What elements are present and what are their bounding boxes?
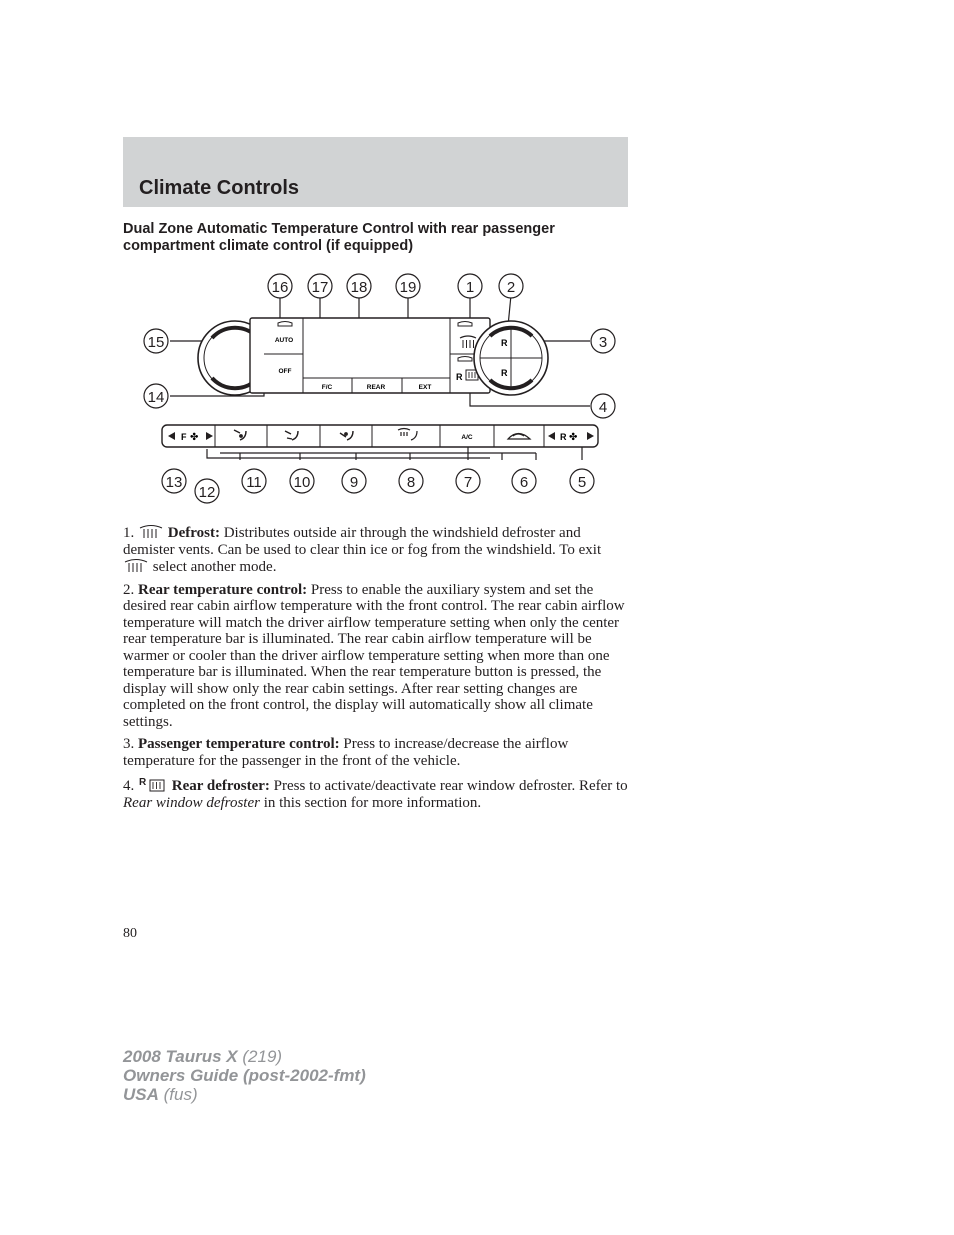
callout-3	[591, 329, 615, 353]
svg-text:13: 13	[165, 474, 183, 491]
callout-8	[399, 469, 423, 493]
svg-text:3: 3	[598, 334, 608, 351]
svg-text:1: 1	[465, 279, 475, 296]
rear-temp-r-upper[interactable]: R	[501, 338, 508, 348]
footer-line-3: USA (fus)	[123, 1085, 198, 1104]
svg-text:4: 4	[598, 399, 608, 416]
callout-10	[290, 469, 314, 493]
svg-text:14: 14	[147, 389, 165, 406]
footer	[123, 1047, 366, 1104]
item-1: 1. Defrost: Distributes outside air through the windshield defroster and demister vents. Can be used to clear thin ice or fog from the windshield. To exit select another mode.	[123, 525, 602, 575]
svg-text:10: 10	[293, 474, 311, 491]
svg-text:9: 9	[349, 474, 359, 491]
rear-fan-icon: ✤	[569, 432, 578, 443]
callout-7	[456, 469, 480, 493]
passenger-temperature-knob[interactable]	[474, 321, 548, 395]
svg-text:18: 18	[350, 279, 368, 296]
footer-line-1: 2008 Taurus X (219)	[123, 1047, 283, 1066]
item-2: 2. Rear temperature control: Press to enable the auxiliary system and set the desired rear cabin airflow temperature with the front control. The rear cabin airflow temperature will match the driver airflow temperature setting when only the center rear temperature bar is illuminated. The rear cabin airflow temperature will be warmer or cooler than the driver airflow temperature setting when more than one temperature bar is illuminated. When the rear temperature button is pressed, the display will show only the rear cabin settings. After rear setting changes are completed on the front control, the display will automatically show all climate settings.	[123, 581, 625, 730]
ac-button-label[interactable]: A/C	[461, 434, 473, 441]
svg-text:19: 19	[399, 279, 417, 296]
svg-text:16: 16	[271, 279, 289, 296]
off-button-label[interactable]: OFF	[278, 368, 292, 375]
climate-control-diagram	[140, 268, 620, 508]
section-title: Climate Controls	[139, 177, 300, 199]
callout-19	[396, 274, 420, 298]
callout-16	[268, 274, 292, 298]
callout-13	[162, 469, 186, 493]
svg-text:11: 11	[246, 474, 262, 491]
callout-4	[591, 394, 615, 418]
svg-text:6: 6	[519, 474, 529, 491]
item-3: 3. Passenger temperature control: Press to increase/decrease the airflow temperature for the passenger in the front of the vehicle.	[123, 736, 569, 769]
mode-button-bar	[162, 425, 598, 447]
rear-fan-label: R	[560, 432, 567, 442]
svg-text:5: 5	[577, 474, 587, 491]
callout-5	[570, 469, 594, 493]
footer-line-2: Owners Guide (post-2002-fmt)	[123, 1066, 366, 1085]
svg-text:17: 17	[311, 279, 329, 296]
callout-14	[144, 384, 168, 408]
defrost-icon	[123, 558, 149, 574]
auto-button-label[interactable]: AUTO	[274, 337, 294, 344]
item-list	[123, 524, 629, 817]
svg-text:R: R	[139, 777, 147, 788]
rear-window-defroster-reference: Rear window defroster	[123, 794, 260, 811]
page-number: 80	[123, 926, 137, 941]
svg-text:7: 7	[463, 474, 473, 491]
callout-1	[458, 274, 482, 298]
callout-15	[144, 329, 168, 353]
rear-defrost-icon	[138, 775, 168, 793]
ext-button-label[interactable]: EXT	[418, 384, 432, 391]
callout-17	[308, 274, 332, 298]
defrost-icon	[138, 524, 164, 540]
front-fan-icon: ✤	[190, 432, 199, 443]
callout-11	[242, 469, 266, 493]
subheading: Dual Zone Automatic Temperature Control with rear passenger compartment climate control (if equipped)	[123, 221, 555, 254]
item-4: 4. R Rear defroster: Press to activate/deactivate rear window defroster. Refer to Rear window defroster in this section for more information.	[123, 777, 628, 811]
svg-text:15: 15	[147, 334, 165, 351]
rear-button-label[interactable]: REAR	[366, 384, 386, 391]
svg-text:2: 2	[506, 279, 516, 296]
rear-temp-r-lower[interactable]: R	[501, 368, 508, 378]
callout-9	[342, 469, 366, 493]
center-display-panel	[250, 318, 490, 393]
callout-6	[512, 469, 536, 493]
callout-2	[499, 274, 523, 298]
rear-defrost-r-label[interactable]: R	[456, 372, 463, 382]
svg-text:12: 12	[198, 484, 216, 501]
svg-text:8: 8	[406, 474, 416, 491]
callout-12	[195, 479, 219, 503]
front-fan-label: F	[181, 432, 187, 442]
fc-button-label[interactable]: F/C	[321, 384, 333, 391]
callout-18	[347, 274, 371, 298]
